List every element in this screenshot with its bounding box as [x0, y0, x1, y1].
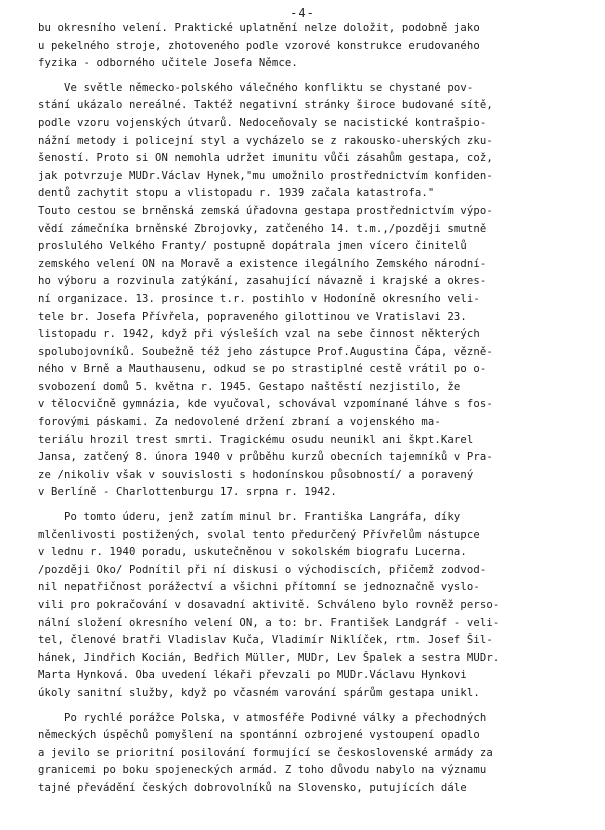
- text-line: proslulého Velkého Franty/ postupně dopátrala jmen vícero činitelů: [38, 240, 467, 253]
- text-line: nil nepatřičnost porážectví a všichni přítomní se jednoznačně vyslo-: [38, 581, 480, 594]
- text-line: granicemi po boku spojeneckých armád. Z toho důvodu nabylo na významu: [38, 764, 487, 777]
- text-line: ného v Brně a Mauthausenu, odkud se po strastiplné cestě vrátil po o-: [38, 363, 487, 376]
- text-line: forovými páskami. Za nedovolené držení zbraní a vojenského ma-: [38, 416, 441, 429]
- text-line: Touto cestou se brněnská zemská úřadovna gestapa prostřednictvím výpo-: [38, 204, 493, 217]
- text-line: ze /nikoliv však v souvislosti s hodonínskou působností/ a poravený: [38, 468, 474, 481]
- text-line: Po rychlé porážce Polska, v atmosféře Podivné války a přechodných: [38, 711, 487, 724]
- text-line: a jevilo se prioritní posilování formující se československé armády za: [38, 746, 493, 759]
- text-line: mlčenlivosti postižených, svolal tento předurčený Přívřelům nástupce: [38, 528, 480, 541]
- text-line: jak potvrzuje MUDr.Václav Hynek,"mu umožnilo prostřednictvím konfiden-: [38, 169, 493, 182]
- text-line: v lednu r. 1940 poradu, uskutečněnou v sokolském biografu Lucerna.: [38, 546, 467, 559]
- text-line: ho výboru a rozvinula zatýkání, zasahující návazně i krajské a okres-: [38, 275, 487, 288]
- text-line: Po tomto úderu, jenž zatím minul br. Františka Langráfa, díky: [38, 511, 461, 524]
- text-line: šeností. Proto si ON nemohla udržet imunitu vůči zásahům gestapa, což,: [38, 152, 493, 165]
- text-line: spolubojovníků. Soubežně též jeho zástupce Prof.Augustina Čápa, vězně-: [38, 345, 493, 358]
- text-line: v Berlíně - Charlottenburgu 17. srpna r. 1942.: [38, 486, 337, 499]
- text-line: teriálu hrozil trest smrti. Tragickému osudu neunikl ani škpt.Karel: [38, 433, 474, 446]
- text-line: úkoly sanitní služby, když po včasném varování spárům gestapa unikl.: [38, 686, 480, 699]
- text-line: /později Oko/ Podnítil při ní diskusi o východiscích, přičemž zodvod-: [38, 563, 487, 576]
- body-text: [38, 20, 598, 798]
- text-line: Ve světle německo-polského válečného konfliktu se chystané pov-: [38, 81, 474, 94]
- text-line: svobození domů 5. května r. 1945. Gestapo naštěstí nezjistilo, že: [38, 380, 461, 393]
- paragraph: [38, 509, 598, 703]
- text-line: tel, členové bratři Vladislav Kuča, Vladimír Niklíček, rtm. Josef Šil-: [38, 634, 493, 647]
- text-line: fyzika - odborného učitele Josefa Němce.: [38, 57, 298, 70]
- text-line: Marta Hynková. Oba uvedení lékaři převzali po MUDr.Václavu Hynkovi: [38, 669, 467, 682]
- text-line: v tělocvičně gymnázia, kde vyučoval, schovával vzpomínané láhve s fos-: [38, 398, 493, 411]
- text-line: ní organizace. 13. prosince t.r. postihlo v Hodoníně okresního veli-: [38, 292, 480, 305]
- text-line: bu okresního velení. Praktické uplatnění nelze doložit, podobně jako: [38, 22, 480, 34]
- text-line: listopadu r. 1942, když při výsleších vzal na sebe činnost některých: [38, 328, 480, 341]
- paragraph-gap: [38, 502, 598, 509]
- text-line: vědí zámečníka brněnské Zbrojovky, zatčeného 14. t.m.,/později smutně: [38, 222, 487, 235]
- text-line: německých úspěchů pomyšlení na spontánní ozbrojené vystoupení opadlo: [38, 729, 480, 742]
- text-line: nální složení okresního velení ON, a to: br. František Landgráf - veli-: [38, 616, 500, 629]
- page-number: -4-: [290, 6, 315, 20]
- paragraph-gap: [38, 73, 598, 80]
- text-line: zemského velení ON na Moravě a existence ilegálního Zemského národní-: [38, 257, 487, 270]
- text-line: tele br. Josefa Přívřela, popraveného gilottinou ve Vratislavi 23.: [38, 310, 467, 323]
- text-line: Jansa, zatčený 8. února 1940 v průběhu kurzů obecních tajemníků v Pra-: [38, 451, 493, 464]
- text-line: vili pro pokračování v dosavadní aktivitě. Schváleno bylo rovněž perso-: [38, 599, 500, 611]
- paragraph: [38, 80, 598, 502]
- text-line: podle vzoru vojenských útvarů. Nedoceňovaly se nacistické kontrašpio-: [38, 116, 487, 129]
- text-line: hánek, Jindřich Kocián, Bedřich Müller, MUDr, Lev Špalek a sestra MUDr.: [38, 651, 500, 664]
- text-line: stání ukázalo nereálné. Taktéž negativní stránky široce budované sítě,: [38, 99, 493, 112]
- text-line: dentů zachytit stopu a vlistopadu r. 1939 začala katastrofa.": [38, 187, 435, 200]
- paragraph: [38, 710, 598, 798]
- text-line: nážní metody i policejní styl a vycházelo se z rakousko-uherských zku-: [38, 134, 493, 147]
- text-line: tajné převádění českých dobrovolníků na Slovensko, putujících dále: [38, 781, 467, 794]
- paragraph: [38, 20, 598, 73]
- text-line: u pekelného stroje, zhotoveného podle vzorové konstrukce erudovaného: [38, 39, 480, 52]
- paragraph-gap: [38, 703, 598, 710]
